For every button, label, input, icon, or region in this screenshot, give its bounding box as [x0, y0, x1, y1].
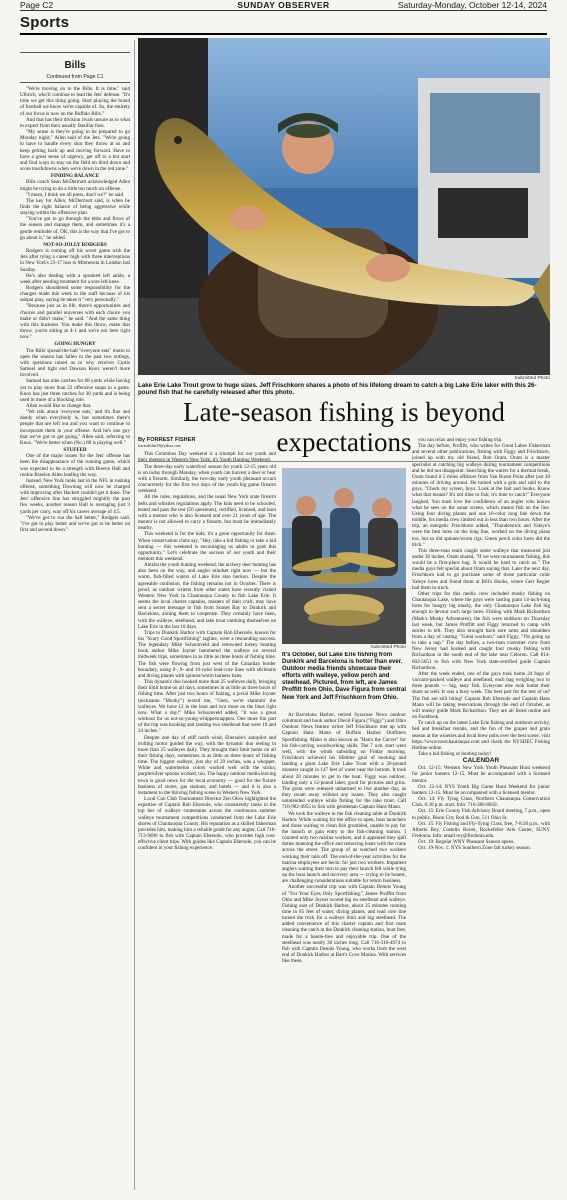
calendar-item: Oct. 14: Fly Tying Class, Northern Chautauqua Conservation Club, 6:30 p.m. start; Info: 716-366-8850.: [412, 796, 550, 809]
bills-paragraph: And that has their division rivals unsure as to what to expect from their usually familiar foes.: [20, 116, 130, 129]
calendar-item: Oct. 12-14: NYS Youth Big Game Hunt Weekend for junior hunters 12-15. Must be accompanied with a licensed mentor.: [412, 783, 550, 796]
section-title: Sports: [20, 14, 70, 31]
article-column-3: [412, 437, 550, 1190]
article-paragraph: Trips to Dunkirk Harbor with Captain Rob Ebersole, known for his "Scary Good Sportfishing" tagline, were a resounding success. The legendary Mike Schoonveld and renowned turkey hunting book author Mike Joyner hammered the walleye on several midweek trips, sometimes in as little as three hours of fishing time. The fish were flowing from just west of the Canadian border boundary, using 8-, 9- and 10-color lead-core lines with stickbaits and diving planes with spinner/worm harness baits.: [138, 629, 276, 679]
article-column-2: [282, 712, 406, 1190]
page-number: Page C2: [20, 0, 54, 10]
article-paragraph: Another successful trip was with Captain Dennis Young of "For Your Eyes Only Sportfishing." James Proffitt from Ohio and Mike Joyner scored big on steelhead and walleye. Fishing east of Dunkirk Harbor, about 25 minutes running time in 85 feet of water, diving planes, and lead core line turned the trick for a walleye limit and big steelhead. The added convenience of this charter captain and first mate cleaning the catch at the Dunkirk cleaning station, boat free, made for a hassle-free and enjoyable trip. One of the steelhead was nearly 30 inches long. Call 716-316-4974 to fish with Captain Dennis Young, who works from the west end of Dunkirk Harbor at Bart's Cove Marina. With services like these,: [282, 884, 406, 965]
calendar-item: Oct. 19-Nov. 1: NYS Southern Zone fall turkey season.: [418, 845, 531, 852]
bills-subhead: FINDING BALANCE: [50, 173, 100, 180]
bills-paragraph: Samuel has nine catches for 68 yards while having yet to play more than 22 offensive snaps in a game. Knox has just three catches for 30 yards and is being used in more of a blocking role.: [20, 378, 130, 403]
calendar-item: Oct. 15: Erie County Fish Advisory Board meeting, 7 p.m., open to public, Bison City Rod & Gun, 511 Ohio St.: [412, 808, 550, 821]
bills-subhead: NOT-SO-JOLLY RODGERS: [43, 241, 107, 248]
author-email: forrestfisher39@yahoo.com: [138, 444, 181, 449]
bills-paragraph: "We talk about 'everyone eats,' and it's fine and dandy when everybody is, but sometimes there's people that are left out and you want to continue to incorporate them in your offense. And he's one guy that we've got to get going," Allen said, referring to Knox. "We're better when (No.) 88 is playing well.": [20, 409, 130, 446]
bills-rule: [20, 82, 130, 83]
article-paragraph: you can relax and enjoy your fishing trip.: [418, 437, 503, 443]
bills-paragraph: "We're moving on to the Bills. It is time," said Ulbrich, who'll continue to lead the Jets' defense. "It's time we get this thing going. Start playing the brand of football we know we're capable of. So, the entirety of our focus is now on the Buffalo Bills.": [20, 86, 130, 117]
column-divider: [134, 40, 135, 1190]
calendar-item: Oct. 15: Fly Fishing and Fly-Tying Class, free, 7-8:30 p.m., with Alberto Rey, Costello Room, Rockefeller Arts Center, SUNY Fredonia. Info: email rey@fredonia.edu.: [412, 820, 550, 839]
calendar-heading: CALENDAR: [462, 757, 500, 765]
issue-date: Saturday-Monday, October 12-14, 2024: [397, 0, 547, 10]
photo-credit: Submitted Photo: [370, 645, 406, 650]
article-headline: Late-season fishing is beyond expectations: [138, 397, 550, 462]
bills-continued: Continued from Page C1: [46, 74, 104, 80]
bills-top-rule: [20, 52, 130, 53]
photo-credit: Submitted Photo: [514, 376, 550, 381]
article-paragraph: This Columbus Day weekend is a triumph for our youth and their mentors in Western New York; it's Youth Hunting Weekend.: [138, 451, 276, 464]
anglers-photo-image: [282, 468, 406, 644]
anglers-photo: [282, 468, 406, 644]
bills-paragraph: "We've got to run the ball better," Rodgers said. "I've got to play better and we've got to be better on first and second down.": [20, 514, 130, 534]
bills-paragraph: Rodgers is coming off his worst game with the Jets after tying a career high with three interceptions in New York's 23-17 loss to Minnesota in London last Sunday.: [20, 248, 130, 273]
bills-paragraph: Instead, New York ranks last in the NFL in rushing offense, something Downing will now be charged with improving after Hackett couldn't get it done. The Jets' offensive line has struggled mightily the past few weeks, another reason Hall is averaging just 3 yards per carry, way off his career average of 4.5.: [20, 477, 130, 515]
bills-paragraph: The Bills' spread-the-ball "everyone eats" motto to open the season has fallen in the past two outings, with questions raised as to why receiver Curtis Samuel and tight end Dawson Knox weren't more involved.: [20, 347, 130, 379]
section-rule: [20, 33, 547, 35]
bills-paragraph: The key for Allen, McDermott said, is when he finds the right balance of being aggressive while staying within the offensive plan.: [20, 197, 130, 217]
article-paragraph: After the week ended, one of the guys took home 24 bags of vacuum-packed walleye and steelhead, each bag weighing two to three pounds — big, tasty fish. Everyone else took home their share as well. It was a busy week. The best part for the rest of us? The fish are still biting! Captain Rob Ebersole and Captain Hans Mann will be taking reservations through the end of October, as will musky guide Mark Richardson. They are all listed online and on Facebook.: [412, 670, 550, 721]
bills-subhead: GOING HUNGRY: [54, 341, 96, 348]
bills-title: Bills: [64, 60, 86, 71]
article-paragraph: This dynamic duo hooked more than 25 walleyes daily, bringing their limit home on all days, sometimes in as little as three hours of fishing time. After just two hours of fishing, a jovial Mike Joyner (nickname "Mooky") texted me, "Geez, we're slammin' the walleyes. We have 12 in the boat and two more on the lines right now. What a day!" Mike Schoonveld added, "It was a great workout for us not-so-young-whippersnappers. One more fun part of the trip was hooking and landing two steelhead that were 19 and 24 inches.": [138, 679, 276, 735]
article-paragraph: We took the walleye to the fish cleaning table at Dunkirk Harbor. While waiting for the office to open, boat launchers and those waiting to clean fish grumbled, unable to pay for the launch or gain entry to the fish-cleaning station. I counted only two marina workers, and it appeared they split duties manning the office and removing boats with the crane across the street. The group of us watched two workers working their tails off. The end-of-the-year activities for the marina employees are hectic for just two workers. Impatient anglers waiting their turn to pay their launch fell while tying up the boat launch and recovery area — trying to be honest, are challenging considerations suitable for return business.: [282, 810, 406, 885]
bills-paragraph: One of the major issues for the Jets' offense has been the disappearance of the running game, which was expected to be a strength with Breece Hall and rookie Braelon Allen leading the way.: [20, 453, 130, 478]
newspaper-name: SUNDAY OBSERVER: [237, 0, 330, 10]
article-paragraph: Local Con Club Tournament Director Zen Olow highlighted the expertise of Captain Rob Ebersole, who consistently ranks in the top tier of walleye contestants across the continuous summer walleye tournament competitions conducted from the Lake Erie shores of Chautauqua County. His reputation as a skilled fisherman precedes him, making him a reliable guide for any angler. Call 716-713-9696 to fish with Captain Ebersole, who provides high cost-effective client trips. With guides like Captain Ebersole, you can be confident in your fishing experience.: [138, 796, 276, 852]
article-paragraph: All the rules, regulations, and the usual New York state firearm belts and whistles regulations apply. The kids need to be schooled, tested and pass the test (50 questions), certified, licensed, and hunt with a mentor who is also licensed and over 21 years of age. The mentor is not allowed to carry a firearm, but must be immediately nearby.: [138, 494, 276, 532]
bills-paragraph: "You've got to go through the ebbs and flows of the season and manage them, and sometimes it's a gentle reminder of, OK, this is the way that I've got to go about it," he added.: [20, 216, 130, 241]
bills-paragraph: "Because just as in life, there's opportunities and choices and parallel universes with each choice you make or didn't make," he said. "And the same thing with this business. You make this throw, make that throw, you're sitting at 4-1 and we're not here right now.": [20, 303, 130, 341]
photo-caption: It's October, but Lake Erie fishing from Dunkirk and Barcelona is hotter than ever. Outdoor media friends showcase their efforts with walleye, yellow perch and steelhead. Pictured, from left, are James Proffitt from Ohio, Dave Figura from central New York and Jeff Frischkorn from Ohio.: [282, 652, 406, 701]
bills-paragraph: "My sense is they're going to be prepared to go Monday night," Allen said of the Jets. "We're going to have to handle every shot they throw at us and keep getting back up and moving forward. Have to have a great sense of urgency, get off to a hot start and find ways to stay on the field on third down and score touchdowns when we're down in the red zone.": [20, 129, 130, 173]
bills-subhead: STUFFED: [63, 447, 87, 454]
calendar-item: Oct. 19: Regular WNY Pheasant Season opens.: [418, 839, 515, 846]
article-paragraph: Other trips for this media crew included musky fishing on Chautauqua Lake, where the guys were casting giant 14-inch-long lures for hungry big musky, the only Chautauqua Lake fish big enough to devour such large lures. Fishing with Mark Richardson (Mark's Musky Adventures), the fish were stubborn on Thursday last week, but James Proffitt and Figgy returned to camp with stories to tell. They also brought back sore arms and shoulders from a day of casting. "Great workout," said Figgy, "I'm going up to take a nap." The day before, a two-man customer crew from New Jersey had hooked and caught four musky fishing with Richardson in the south end of the lake near Celoron. Call 814-602-5651 to fish with New York state-certified guide Captain Richardson.: [412, 590, 550, 671]
article-paragraph: Take a kid fishing or hunting today!: [418, 750, 492, 757]
article-paragraph: To catch up on the latest Lake Erie fishing and outdoors activity, bed and breakfast rentals, and the fun of the grapes and grain season at the wineries and local brew pubs over the best scene, visit https://www.tourchautauqua.com and check the NYSDEC Fishing Hotline online.: [412, 720, 550, 751]
lake-trout-photo: [138, 38, 550, 375]
bills-paragraph: Rodgers shouldered some responsibility for the changes made this week to the staff because of his subpar play, saying he takes it "very personally.": [20, 285, 130, 304]
bills-paragraph: Allen would like to change that.: [26, 402, 92, 409]
article-paragraph: The day before, Proffitt, who writes for Great Lakes Fisherman and several other publications, fishing with Figgy and Frischkorn, joined up with my old friend, Rob Oram. Oram is a master specialist at catching big walleye during tournament competitions and he did not disappoint. Searching the waters for a thermal break, Oram found it 5 miles offshore from Van Buren Point after just 30 minutes of driving around. He turned with a grin and said to the guys, "Check my screen, boys. Look at the bait and hooks. Know what that means? It's not time to fish; it's time to catch!" Everyone laughed. You must love the confidence of an angler who knows what he sees on the sonar screen, which means fish on the line. Using four diving planes and one 10-color long line down the middle, his media crew limited out in less than two hours. After the trip, an energetic Frischkorn added, "Thunderstick and Yaleye's were the best lures on the long line, worked on the diving plans too, but so did spinner/worm rigs. Green perch color lures did the trick.": [412, 443, 550, 548]
bills-paragraph: He's also dealing with a sprained left ankle, a week after needing treatment for a sore left knee.: [20, 272, 130, 285]
bills-paragraph: "I mean, I think we all press, don't we?" he said.: [26, 191, 125, 198]
calendar-item: Oct. 12-15: Western New York Youth Pheasant Hunt weekend for junior hunters 12-15. Must be accompanied with a licensed mentor.: [412, 765, 550, 784]
article-paragraph: Despite one day of stiff north wind, Ebersole's autopilot and trolling motor guided the way, with the dynamic duo reeling in more than 25 walleyes daily. They brought their limit home on all their fishing days, sometimes in as little as three hours of fishing time. The biggest walleye, just shy of 29 inches, was a whopper. White and watermelon colors worked well with the sticks; purple/silver spoons worked, too. The happy outdoor media leaving town is good news for the local economy — good for the fixture business of stores, gas stations, and hotels — and it is also a testament to the thriving fishing scene in Western New York.: [138, 734, 276, 796]
bills-column: [20, 86, 130, 1176]
byline: By FORREST FISHER: [138, 437, 196, 443]
article-paragraph: This three-man team caught some walleye that measured just under 30 inches. Oram shared, "If we were tournament fishing, this would be a first-place bag. It would be hard to catch us." The media guys felt special about Oram saying that. Later the next day, Frischkorn had to go purchase some of those particular color Yaleye lures and found them at Bill's Hooks, where Gert Begier had them in stock.: [412, 547, 550, 591]
article-paragraph: At Barcelona Harbor, retired Syracuse News outdoor columnist and book author David Figura ("Figgy") and Ohio Outdoor News feature writer Jeff Frischkorn met up with Captain Hans Mann of Buffalo Harbor Outfitters Sportfishing. Mann is also known as "Han's the Carver" for his fish-carving woodworking skills. The 7 a.m. start went well, with the winds subsiding on Friday morning. Frischkorn achieved his lifetime goal of hooking and landing a giant Lake Erie Lake Trout with a 26-pound monster caught in 147 feet of water near the bottom. It took about 20 minutes to get to the boat. Figgy was outdoor, landing only a 12-pound laker, good for pictures and grins. The great were released unharmed to live another day, as they swam away without any issues. They also caught unintended walleye while fishing for the lake trout. Call 716-982-4955 to fish with gentleman Captain Hans Mann.: [282, 712, 406, 811]
bills-paragraph: Bills coach Sean McDermott acknowledged Allen might be trying to do a little too much on offense.: [20, 179, 130, 192]
article-paragraph: This weekend is for the kids; it's a great opportunity for them. When conservation clubs say, "Hey, take a kid fishing or take a kid hunting — this weekend is encouraging us adults to grab this opportunity." Let's celebrate the success of our youth and their mentors this weekend.: [138, 531, 276, 562]
article-paragraph: Amidst the youth hunting weekend, the archery deer hunting has also been on the way, and angler mindset right now — but the warm, fish-filled waters of Lake Erie also beckon. Despite the agreeable confusion, the fishing remains hot in October. There is proof, as outdoor writers from other states have recently visited Western New York in Chautauqua County to fish Lake Erie. It seems the local charter captains, masters of their craft, may have sent a secret message to fish from Sunset Bay to Dunkirk and Barcelona, aiming them to cooperate. They certainly have been, with the walleye, steelhead, and lake trout outdoing themselves on Lake Erie in the last 10 days.: [138, 562, 276, 630]
lake-trout-photo-image: [138, 38, 550, 375]
photo-caption: Lake Erie Lake Trout grow to huge sizes. Jeff Frischkorn shares a photo of his lifelong dream to catch a big Lake Erie laker with this 26-pound fish that he carefully released after this photo.: [138, 382, 537, 397]
page-header: [20, 0, 547, 11]
article-column-1: [138, 437, 276, 1189]
article-paragraph: The three-day early waterfowl season for youth 12-15 years old is on today through Monday, when youth can harvest a deer or bear with a firearm. Similarly, the two-day early youth pheasant occurs concurrently for the first two days of the youth big game firearm weekend.: [138, 463, 276, 495]
